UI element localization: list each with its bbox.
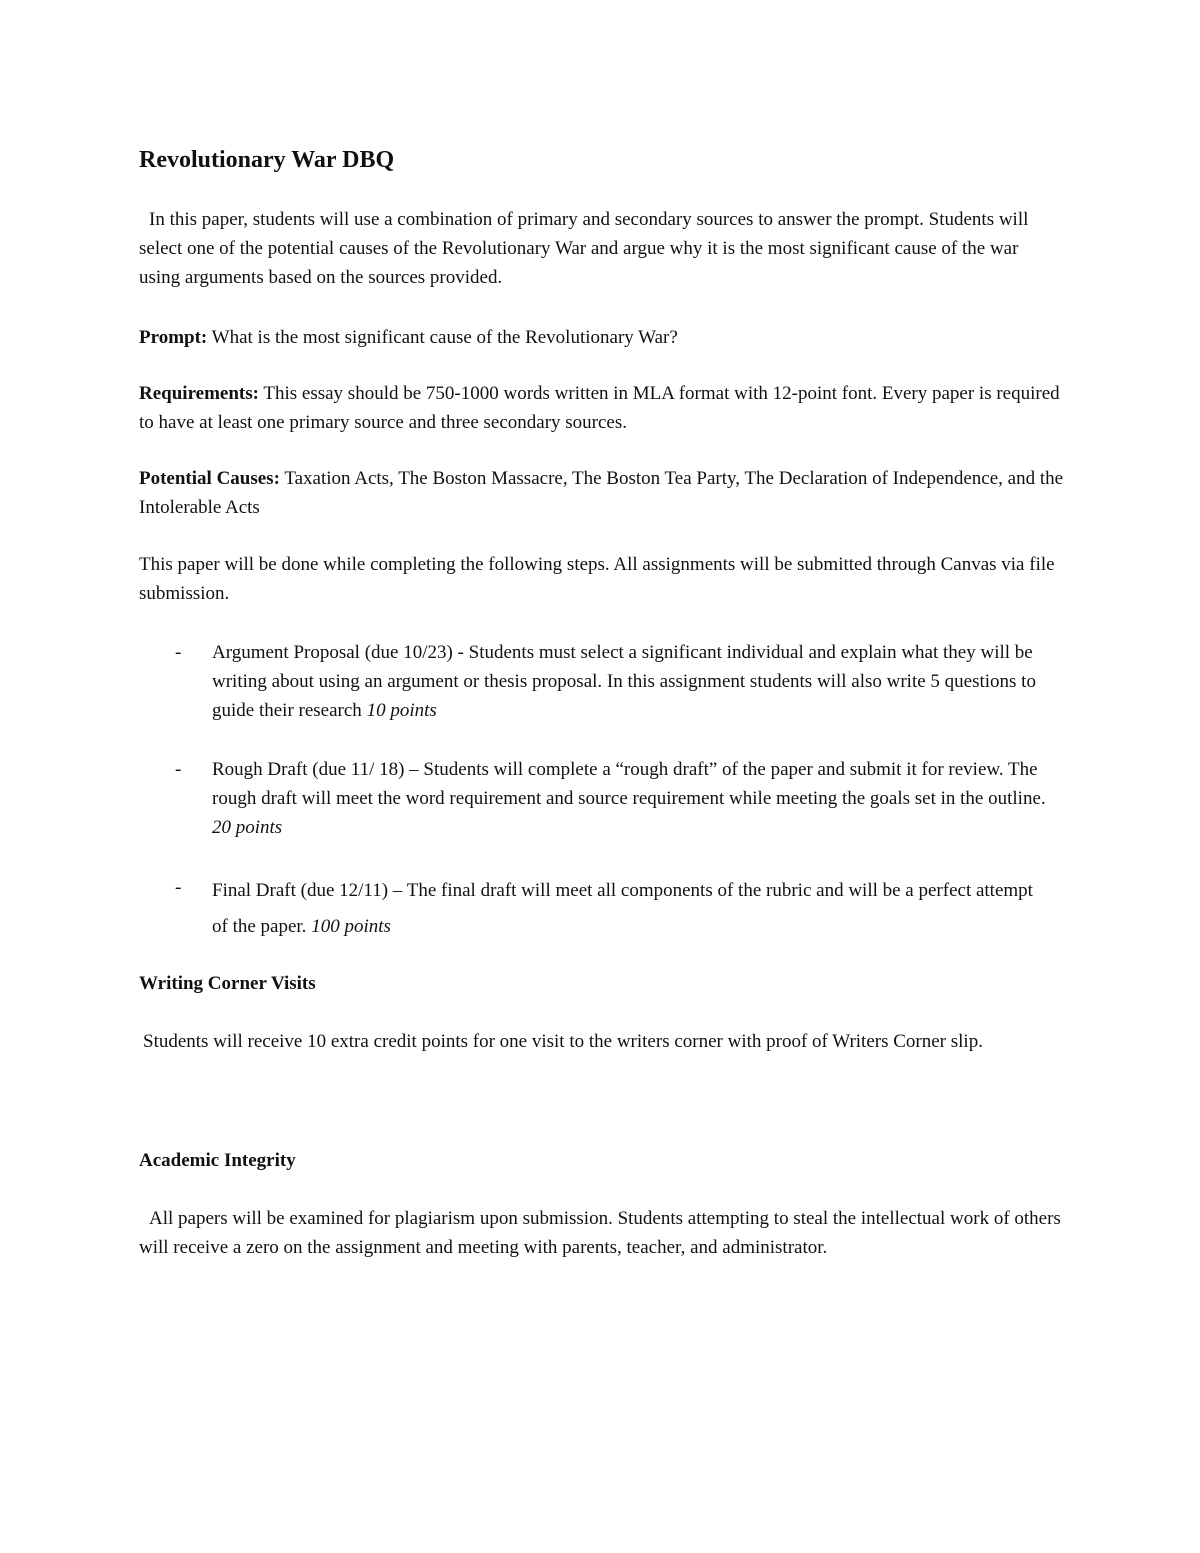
step-text bbox=[212, 638, 1052, 725]
potential-causes-paragraph bbox=[139, 464, 1064, 522]
potential-causes-text: Taxation Acts, The Boston Massacre, The Boston Tea Party, The Declaration of Independence, and the Intolerable Acts bbox=[139, 468, 1064, 518]
requirements-text: This essay should be 750-1000 words written in MLA format with 12-point font. Every paper is required to have at least one primary source and three secondary sources. bbox=[139, 383, 1060, 433]
step-description: Argument Proposal (due 10/23) - Students must select a significant individual and explain what they will be writing about using an argument or thesis proposal. In this assignment students will also write 5 questions to guide their research bbox=[212, 642, 1036, 721]
step-text bbox=[212, 755, 1052, 842]
prompt-text: What is the most significant cause of the Revolutionary War? bbox=[207, 327, 678, 348]
list-bullet: - bbox=[175, 759, 182, 780]
intro-paragraph: In this paper, students will use a combination of primary and secondary sources to answer the prompt. Students will select one of the potential causes of the Revolutionary War and argue why it is the most significant cause of the war using arguments based on the sources provided. bbox=[139, 209, 1029, 288]
prompt-paragraph bbox=[139, 323, 1064, 352]
prompt-label: Prompt: bbox=[139, 327, 208, 348]
step-points: 100 points bbox=[311, 916, 391, 937]
requirements-label: Requirements: bbox=[139, 383, 259, 404]
step-points: 10 points bbox=[366, 700, 437, 721]
potential-causes-label: Potential Causes: bbox=[139, 468, 280, 489]
document-title: Revolutionary War DBQ bbox=[139, 147, 395, 173]
list-bullet: - bbox=[175, 642, 182, 663]
step-description: Final Draft (due 12/11) – The final draft will meet all components of the rubric and will be a perfect attempt of the paper. bbox=[212, 880, 1033, 937]
academic-integrity-heading: Academic Integrity bbox=[139, 1150, 296, 1171]
step-text bbox=[212, 873, 1052, 945]
requirements-paragraph bbox=[139, 379, 1064, 437]
writing-corner-heading: Writing Corner Visits bbox=[139, 973, 316, 994]
list-bullet: - bbox=[175, 877, 182, 898]
steps-intro-paragraph: This paper will be done while completing the following steps. All assignments will be submitted through Canvas via file submission. bbox=[139, 554, 1055, 604]
academic-integrity-paragraph: All papers will be examined for plagiarism upon submission. Students attempting to steal the intellectual work of others will receive a zero on the assignment and meeting with parents, teacher, and administrator. bbox=[139, 1208, 1061, 1258]
step-points: 20 points bbox=[212, 817, 283, 838]
step-description: Rough Draft (due 11/ 18) – Students will complete a “rough draft” of the paper and submit it for review. The rough draft will meet the word requirement and source requirement while meeting the goals set in the outline. bbox=[212, 759, 1046, 809]
writing-corner-paragraph: Students will receive 10 extra credit points for one visit to the writers corner with proof of Writers Corner slip. bbox=[143, 1031, 983, 1052]
